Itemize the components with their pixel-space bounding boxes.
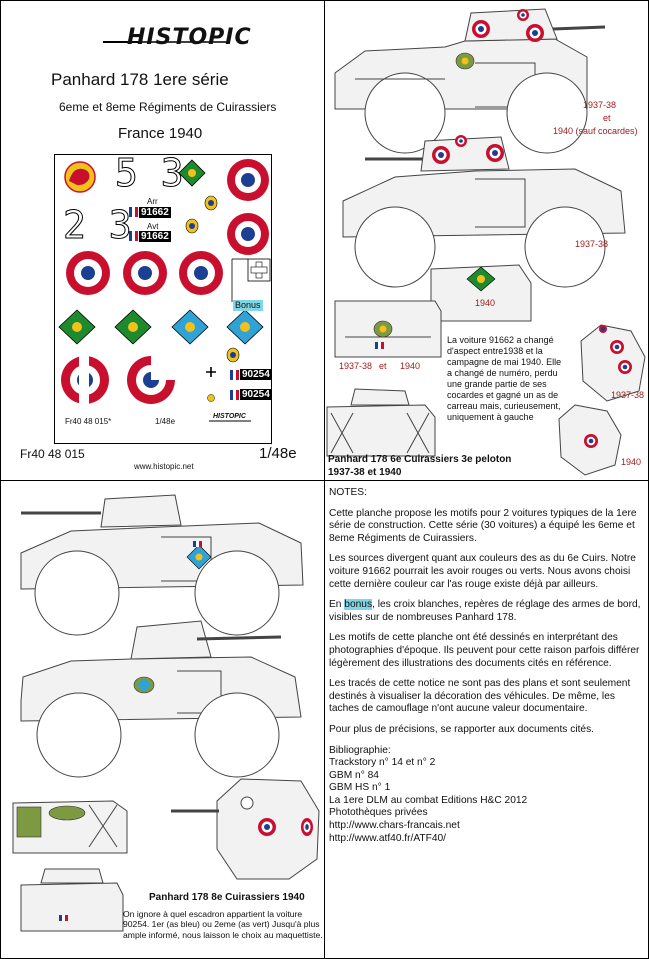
bibliography xyxy=(329,745,645,846)
cockade-icon xyxy=(472,20,490,38)
tricolor-flag-icon xyxy=(375,342,384,349)
armored-car-front-view xyxy=(21,869,123,931)
armored-car-front-view xyxy=(327,389,435,456)
decal-label-avt: Avt xyxy=(147,222,159,231)
cockade-icon xyxy=(599,325,607,333)
brand-title: HISTOPIC xyxy=(127,25,252,50)
vehicle-8e-panel xyxy=(0,480,325,959)
biblio-link[interactable]: http://www.atf40.fr/ATF40/ xyxy=(329,832,447,844)
decal-digits-mid: 2 3 xyxy=(63,203,132,247)
biblio-line: Trackstory n° 14 et n° 2 xyxy=(329,757,436,769)
green-diamond-icon xyxy=(59,310,95,344)
cockade-icon xyxy=(584,434,598,448)
green-diamond-icon xyxy=(115,310,151,344)
decal-sheet xyxy=(54,151,272,444)
biblio-line: Bibliographie: xyxy=(329,744,391,756)
vehicle-note: On ignore à quel escadron appartient la voiture 90254. 1er (as bleu) ou 2eme (as vert) Jusqu'à plus ample informé, nous laisson le choix au maquettiste. xyxy=(123,909,323,940)
cockade-icon xyxy=(227,213,269,255)
armored-car-side-view xyxy=(21,621,301,777)
armored-car-side-view xyxy=(21,495,303,635)
decal-plate: 90254 xyxy=(242,389,270,400)
notes-paragraph: Pour plus de précisions, se rapporter aux documents cités. xyxy=(329,723,595,735)
cockade-icon xyxy=(227,159,269,201)
green-badge-icon xyxy=(17,807,41,837)
sheet-ref: Fr40 48 015* xyxy=(65,417,112,426)
green-badge-icon xyxy=(134,677,154,693)
caption-f: 1940 xyxy=(621,457,642,467)
tricolor-flag-icon xyxy=(230,370,239,380)
caption-d-2: et xyxy=(379,361,387,371)
caption-a-3: 1940 (sauf cocardes) xyxy=(553,126,638,136)
vehicle-drawings xyxy=(1,481,324,958)
notes-text-span: En xyxy=(329,599,345,611)
decal-plate: 91662 xyxy=(141,207,169,218)
cockade-icon xyxy=(486,144,504,162)
lion-emblem-icon xyxy=(65,162,95,192)
caption-c: 1940 xyxy=(475,298,496,308)
notes-paragraph: Les motifs de cette planche ont été dessinés en interprétant des photographies d'époque. Ils peuvent pour cette raison parfois différer légèrement des illustrations des documents cités en référence. xyxy=(329,632,640,669)
notes-heading: NOTES: xyxy=(329,487,367,498)
cockade-icon xyxy=(517,9,529,21)
notes-text xyxy=(329,487,645,845)
tricolor-flag-icon xyxy=(59,915,68,921)
decal-digits-top: 5 3 xyxy=(115,151,184,195)
green-badge-icon xyxy=(49,806,85,820)
cockade-icon xyxy=(610,340,624,354)
cockade-icon xyxy=(618,360,632,374)
turret-top-view xyxy=(171,779,319,879)
cockade-icon xyxy=(61,355,109,405)
notes-paragraph: Cette planche propose les motifs pour 2 voitures typiques de la 1ere série de construction. Cette série (30 voitures) a équipé les 6eme et 8eme Régiments de Cuirassiers. xyxy=(329,507,637,544)
tricolor-flag-icon xyxy=(230,390,239,400)
panel-title: Panhard 178 8e Cuirassiers 1940 xyxy=(149,892,305,903)
notes-paragraph xyxy=(329,599,645,624)
footer-scale: 1/48e xyxy=(259,445,297,462)
decal-plate: 91662 xyxy=(141,231,169,242)
small-badge-icon xyxy=(205,196,217,210)
bonus-badge: Bonus xyxy=(235,300,261,310)
blue-diamond-icon xyxy=(227,310,263,344)
decal-plate: 90254 xyxy=(242,369,270,380)
country-year: France 1940 xyxy=(118,125,203,142)
cockade-icon xyxy=(123,251,167,295)
cockade-icon xyxy=(526,24,544,42)
blue-diamond-icon xyxy=(172,310,208,344)
footer-website[interactable]: www.histopic.net xyxy=(134,462,194,471)
cockade-icon xyxy=(455,135,467,147)
cockade-icon xyxy=(179,251,223,295)
notes-paragraph: Les sources divergent quant aux couleurs des as du 6e Cuirs. Notre voiture 91662 pourrait les avoir rouges ou verts. Nous avons choisi cette dernière couleur car l'as rouge existe déjà par ailleurs. xyxy=(329,553,636,590)
page-subtitle: 6eme et 8eme Régiments de Cuirassiers xyxy=(59,100,277,114)
caption-a-1: 1937-38 xyxy=(583,100,617,110)
armored-car-side-view xyxy=(343,137,625,287)
cockade-icon xyxy=(258,818,276,836)
page-title: Panhard 178 1ere série xyxy=(51,70,229,89)
caption-b: 1937-38 xyxy=(575,239,609,249)
caption-d-3: 1940 xyxy=(400,361,421,371)
tiny-badge-icon xyxy=(208,395,215,402)
green-badge-icon xyxy=(456,53,474,69)
panel-title: Panhard 178 6e Cuirassiers 3e peloton xyxy=(328,454,512,465)
biblio-line: Photothèques privées xyxy=(329,807,428,819)
tiny-cross-icon xyxy=(206,367,216,377)
white-cross-icon xyxy=(248,259,270,281)
cockade-icon xyxy=(432,146,450,164)
biblio-line: GBM HS n° 1 xyxy=(329,782,391,794)
notes-text-span: , les croix blanches, repères de réglage des armes de bord, visibles sur de nombreuses Panhard 178. xyxy=(329,599,641,623)
small-badge-icon xyxy=(227,348,239,362)
cockade-icon xyxy=(301,818,313,836)
bonus-highlight: bonus xyxy=(344,599,373,611)
caption-d-1: 1937-38 xyxy=(339,361,373,371)
decal-sheet-panel xyxy=(0,0,325,481)
caption-e: 1937-38 xyxy=(611,390,645,400)
sheet-scale: 1/48e xyxy=(155,417,176,426)
vehicle-6e-panel xyxy=(324,0,649,481)
notes-paragraph: Les tracés de cette notice ne sont pas des plans et sont seulement destinés à visualiser la décoration des véhicules. De même, les taches de camouflage n'ont aucune valeur documentaire. xyxy=(329,678,631,715)
cockade-icon xyxy=(127,356,175,404)
sheet-brand-small: HISTOPIC xyxy=(213,413,246,420)
biblio-link[interactable]: http://www.chars-francais.net xyxy=(329,820,460,832)
biblio-line: GBM n° 84 xyxy=(329,769,379,781)
tricolor-flag-icon xyxy=(193,541,202,547)
small-badge-icon xyxy=(186,219,198,233)
green-badge-icon xyxy=(374,321,392,337)
decal-label-arr: Arr xyxy=(147,197,158,206)
cockade-icon xyxy=(66,251,110,295)
footer-ref: Fr40 48 015 xyxy=(20,447,85,461)
caption-a-2: et xyxy=(603,113,611,123)
panel-subtitle: 1937-38 et 1940 xyxy=(328,467,402,478)
biblio-line: La 1ere DLM au combat Editions H&C 2012 xyxy=(329,794,528,806)
notes-panel xyxy=(324,480,649,959)
vehicle-note: La voiture 91662 a changé d'aspect entre1938 et la campagne de mai 1940. Elle a changé de numéro, perdu une grande partie de ses cocardes et gagné un as de carreau mais, curieusement, uniquement à gauche xyxy=(447,335,562,422)
